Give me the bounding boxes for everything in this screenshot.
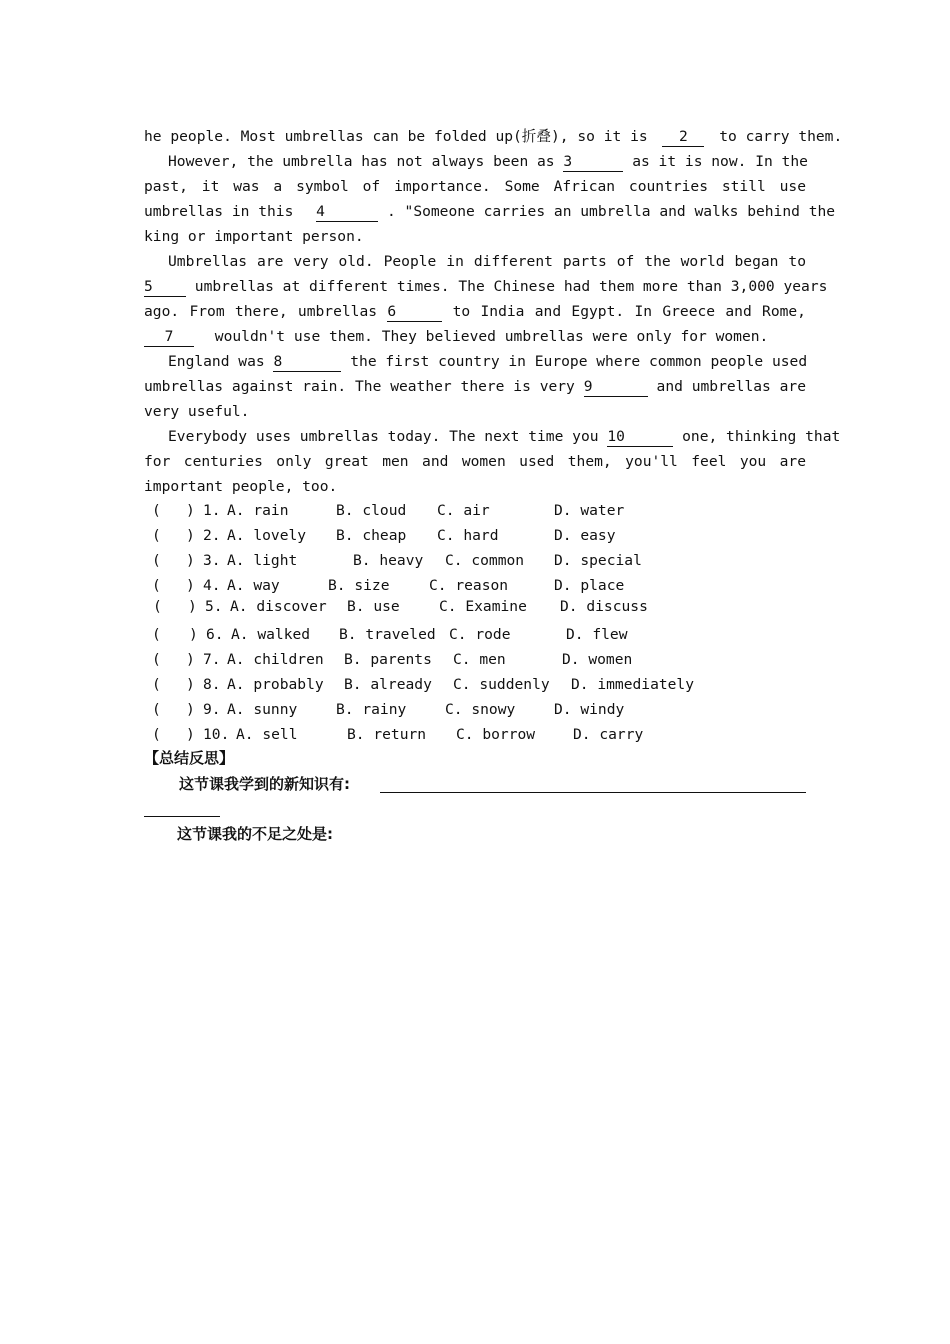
option-d[interactable]: D. easy [554,527,616,544]
option-a[interactable]: A. sell [236,726,298,743]
passage-line-1 [144,124,843,149]
summary-heading: 【总结反思】 [144,749,235,767]
option-b[interactable]: B. cloud [336,502,407,519]
answer-paren-open[interactable]: ( [152,651,161,668]
question-number: 8. [203,676,221,693]
question-number: 1. [203,502,221,519]
passage-text: king or important person. [144,228,364,245]
shortcoming-label: 这节课我的不足之处是: [177,825,333,843]
blank-6: 6 [387,303,442,322]
option-b[interactable]: B. parents [344,651,432,668]
option-a[interactable]: A. light [227,552,298,569]
option-a[interactable]: A. sunny [227,701,298,718]
passage-line-2 [144,149,806,174]
option-b[interactable]: B. size [328,577,390,594]
question-number: 4. [203,577,221,594]
passage-text: he people. Most umbrellas can be folded up(折叠), so it is [144,128,648,145]
passage-line-7 [144,274,828,299]
passage-text: umbrellas at different times. The Chinese had them more than 3,000 years [194,278,828,295]
blank-7: 7 [144,328,194,347]
passage-text: wouldn't use them. They believed umbrellas were only for women. [214,328,769,345]
option-b[interactable]: B. heavy [353,552,424,569]
option-a[interactable]: A. way [227,577,280,594]
answer-paren-close: ) [186,701,195,718]
blank-3: 3 [563,153,623,172]
answer-paren-close: ) [186,502,195,519]
answer-paren-close: ) [189,626,198,643]
passage-text: important people, too. [144,478,338,495]
blank-2: 2 [662,128,704,147]
answer-paren-open[interactable]: ( [152,577,161,594]
option-c[interactable]: C. air [437,502,490,519]
answer-paren-close: ) [186,676,195,693]
blank-4: 4 [316,203,378,222]
blank-8: 8 [273,353,341,372]
passage-text: and umbrellas are [656,378,806,395]
option-a[interactable]: A. rain [227,502,289,519]
answer-paren-open[interactable]: ( [152,502,161,519]
option-d[interactable]: D. special [554,552,642,569]
passage-line-10 [144,349,806,374]
answer-paren-open[interactable]: ( [152,552,161,569]
option-c[interactable]: C. hard [437,527,499,544]
passage-text: However, the umbrella has not always been as [168,153,555,170]
learned-answer-line-continued[interactable] [144,816,220,817]
answer-paren-close: ) [186,726,195,743]
option-c[interactable]: C. Examine [439,598,527,615]
question-number: 2. [203,527,221,544]
option-c[interactable]: C. borrow [456,726,536,743]
option-c[interactable]: C. reason [429,577,509,594]
option-d[interactable]: D. place [554,577,625,594]
learned-label: 这节课我学到的新知识有: [179,775,350,793]
option-b[interactable]: B. return [347,726,427,743]
option-b[interactable]: B. traveled [339,626,436,643]
passage-line-8 [144,299,806,324]
option-a[interactable]: A. discover [230,598,327,615]
passage-line-4 [144,199,836,224]
answer-paren-close: ) [186,651,195,668]
option-d[interactable]: D. women [562,651,633,668]
passage-text: to carry them. [719,128,843,145]
passage-text: very useful. [144,403,250,420]
passage-line-5 [144,224,806,249]
option-a[interactable]: A. children [227,651,324,668]
answer-paren-open[interactable]: ( [152,527,161,544]
option-b[interactable]: B. rainy [336,701,407,718]
passage-line-14 [144,449,806,474]
option-c[interactable]: C. rode [449,626,511,643]
learned-answer-line[interactable] [380,792,806,793]
question-number: 7. [203,651,221,668]
passage-line-12 [144,399,806,424]
passage-text: one, thinking that [682,428,841,445]
passage-text: ago. From there, umbrellas [144,303,378,320]
question-number: 5. [205,598,223,615]
answer-paren-close: ) [186,577,195,594]
option-d[interactable]: D. windy [554,701,625,718]
passage-text: as it is now. In the [632,153,808,170]
passage-text: umbrellas in this [144,203,294,220]
option-c[interactable]: C. men [453,651,506,668]
passage-text: Umbrellas are very old. People in different parts of the world began to [168,253,806,270]
option-d[interactable]: D. water [554,502,625,519]
blank-5: 5 [144,278,186,297]
answer-paren-open[interactable]: ( [153,598,162,615]
option-a[interactable]: A. walked [231,626,311,643]
passage-text: to India and Egypt. In Greece and Rome, [452,303,806,320]
passage-text: . "Someone carries an umbrella and walks behind the [386,203,836,220]
passage-line-15 [144,474,806,499]
option-b[interactable]: B. cheap [336,527,407,544]
question-number: 6. [206,626,224,643]
question-number: 10. [203,726,230,743]
option-d[interactable]: D. flew [566,626,628,643]
passage-text: the first country in Europe where common people used [350,353,808,370]
option-d[interactable]: D. immediately [571,676,695,693]
passage-line-6 [144,249,806,274]
option-d[interactable]: D. discuss [560,598,648,615]
passage-text: past, it was a symbol of importance. Some African countries still use [144,178,806,195]
answer-paren-open[interactable]: ( [152,676,161,693]
passage-line-11 [144,374,806,399]
question-number: 9. [203,701,221,718]
passage-line-13 [144,424,841,449]
option-c[interactable]: C. suddenly [453,676,550,693]
passage-line-9 [144,324,806,349]
answer-paren-close: ) [186,552,195,569]
passage-line-3 [144,174,806,199]
option-c[interactable]: C. snowy [445,701,516,718]
answer-paren-close: ) [186,527,195,544]
option-a[interactable]: A. probably [227,676,324,693]
passage-text: for centuries only great men and women used them, you'll feel you are [144,453,806,470]
passage-text: Everybody uses umbrellas today. The next time you [168,428,599,445]
option-a[interactable]: A. lovely [227,527,307,544]
option-b[interactable]: B. already [344,676,432,693]
answer-paren-open[interactable]: ( [152,701,161,718]
option-b[interactable]: B. use [347,598,400,615]
blank-9: 9 [584,378,648,397]
option-d[interactable]: D. carry [573,726,644,743]
passage-text: umbrellas against rain. The weather there is very [144,378,575,395]
passage-text: England was [168,353,265,370]
option-c[interactable]: C. common [445,552,525,569]
blank-10: 10 [607,428,673,447]
answer-paren-open[interactable]: ( [152,626,161,643]
answer-paren-close: ) [188,598,197,615]
question-number: 3. [203,552,221,569]
answer-paren-open[interactable]: ( [152,726,161,743]
